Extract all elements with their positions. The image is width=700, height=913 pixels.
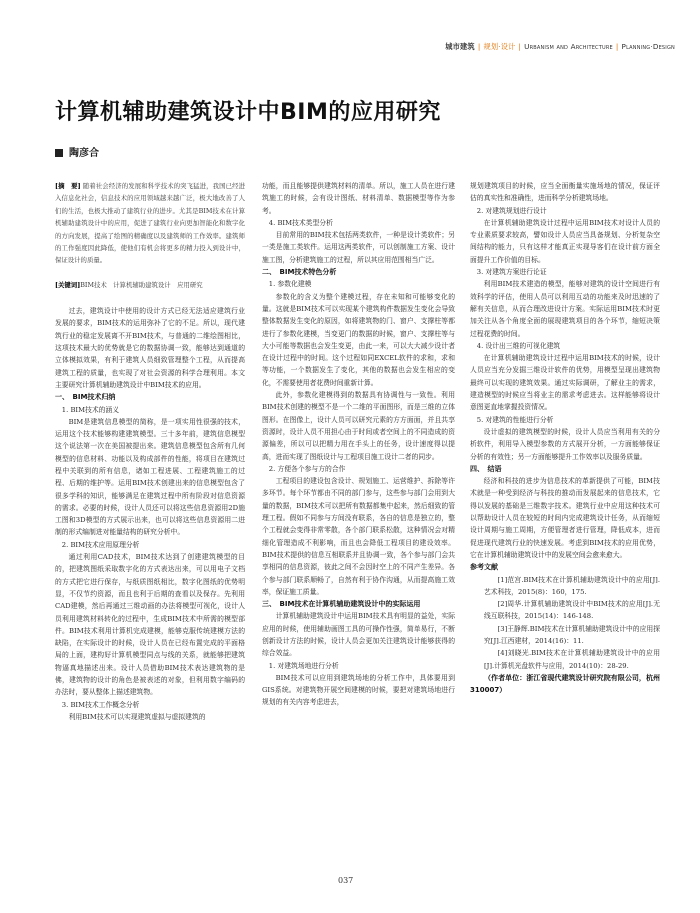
header-section-en2: Planning·Design bbox=[621, 42, 675, 51]
subsection-heading: 5. 对建筑的性能进行分析 bbox=[476, 415, 554, 424]
body-paragraph: 参数化的含义为整个建模过程，存在未知和可能够变化的量。这就是BIM技术可以实现某个建筑构件数据发生变化会导致整体数据发生变化的原因，如将建筑物的门、窗户、支撑柱等都进行了参数化建模，当变更门的数据的时候，窗户、支撑柱等与大小可能等数据也会发生变更，由此一来，可以大大减少设计者在设计过程中的时间。这个过程如同EXCEL软件的求和，求和等功能，一个数据发生了变化，其他的数据也会发生相应的变化，不需要使用者花费时间重新计算。 bbox=[262, 292, 455, 387]
abstract-tag: [摘 要] bbox=[55, 182, 81, 190]
reference-item: [2]周华.计算机辅助建筑设计中BIM技术的应用[J].无线互联科技，2015(14)：146-148. bbox=[484, 600, 660, 621]
column-1-body bbox=[55, 305, 245, 723]
keywords bbox=[55, 279, 245, 291]
subsection-heading: 4. 设计出三维的可视化建筑 bbox=[476, 341, 561, 350]
body-paragraph: 通过利用CAD技术，BIM技术达到了创建建筑模型的目的，把建筑图纸采取数字化的方式表达出来，可以用电子文档的方式把它进行保存，与纸质图纸相比，数字化图纸的优势明显，不仅节约资源，而且也利于后期的查看以及保存。先利用CAD建模，然后再通过三维动画的办法将模型可视化，设计人员利用建筑材料转化的过程中，生成BIM技术中所需的模型部件。BIM技术利用计算机完成建模，能够克服传统建模方法的缺陷，在实际设计的时候，设计人员在已经布置完成的平面格局的上面，建构好计算机模型同点与线的关系，就能够把建筑物逼真地描述出来。设计人员借助BIM技术表达建筑物的是佛，建筑物的设计的角色是被表述的对象，但利用数字编码的办法时，要从整体上描述建筑物。 bbox=[55, 553, 245, 697]
column-3 bbox=[470, 180, 660, 696]
section-heading: 参考文献 bbox=[470, 563, 498, 572]
subsection-heading: 3. BIM技术工作概念分析 bbox=[61, 700, 140, 709]
subsection-heading: 1. 参数化建模 bbox=[268, 280, 312, 289]
body-paragraph: 设计虚拟的建筑模型的时候，设计人员应当利用有关的分析软件，利用导入模型参数的方式展开分析，一方面能够保证分析的有效性；另一方面能够提升工作效率以及服务质量。 bbox=[470, 427, 660, 461]
body-paragraph: 过去，建筑设计中使用的设计方式已经无法适应建筑行业发展的要求，BIM技术的运用弥补了它的不足。所以，现代建筑行业的稳定发展离不开BIM技术，与普通的二维绘图相比，这项技术最大的优势就是它的数据协调一致，能够达到通道的立体模拟效果，有利于建筑人员细致管理整个工程，从而提高建筑工程的质量，也实现了对社会资源的科学合理利用。本文主要研究计算机辅助建筑设计中BIM技术的应用。 bbox=[55, 307, 245, 389]
header-separator: | bbox=[615, 42, 619, 51]
body-paragraph: 规划建筑项目的时候，应当全面衡量实施场地的情况，保证评估的真实性和准确性，进而科学分析建筑场地。 bbox=[470, 182, 660, 203]
reference-item: [1]范宫.BIM技术在计算机辅助建筑设计中的应用[J].艺术科技，2015(8)：160，175. bbox=[484, 575, 660, 596]
header-section-sub: 规划·设计 bbox=[483, 42, 516, 51]
section-heading: 四、 结语 bbox=[470, 464, 502, 473]
body-paragraph: 功能，而且能够提供建筑材料的清单。所以，施工人员在进行建筑施工的时候，会有设计图纸、材料清单、数据模型等作为参考。 bbox=[262, 182, 455, 215]
subsection-heading: 4. BIM技术类型分析 bbox=[268, 218, 333, 227]
reference-item: [4]刘晓光.BIM技术在计算机辅助建筑设计中的应用[J].计算机光盘软件与应用，2014(10)：28-29. bbox=[484, 649, 660, 670]
reference-item: [3]王静辉.BIM技术在计算机辅助建筑设计中的应用探究[J].江西建材，2014(16)：11. bbox=[484, 624, 660, 645]
author-square-icon bbox=[55, 149, 63, 157]
body-paragraph: BIM是建筑信息模型的简称，是一项实用性很强的技术，运用这个技术能够构建建筑模型。三十多年前，建筑信息模型这个说法第一次在美国被提出来。建筑信息模型包含所有几何模型的信息材料、功能以及构成部件的性能，将项目在建筑过程中关联到的所有信息，诸如工程进展、工程建筑施工的过程、后期的维护等。运用BIM技术创建出来的信息模型包含了很多学科的知识，能够满足在建筑过程中所有阶段对信息资源的需求。必要的时候，设计人员还可以将这些信息资源用2D施工图和3D模型的方式展示出来，也可以将这些信息资源用二进制的形式编制进对能量结构的研究分析中。 bbox=[55, 417, 245, 537]
header-section-cn: 城市建筑 bbox=[445, 42, 475, 51]
body-paragraph: 计算机辅助建筑设计中运用BIM技术具有明显的益处，实际应用的时候，使用辅助画图工具的可操作性强，简单易行，不断创新设计方法的时候，设计人员会更加关注建筑设计能够获得的综合效益。 bbox=[262, 612, 455, 658]
keywords-text: BIM技术 计算机辅助建筑设计 应用研究 bbox=[80, 280, 203, 289]
body-paragraph: 目前常用的BIM技术包括两类软件，一种是设计类软件；另一类是施工类软件。运用这两类软件，可以创制施工方案、设计施工图，分析建筑施工的过程，所以其应用范围相当广泛。 bbox=[262, 231, 455, 264]
abstract-text: 随着社会经济的发展和科学技术的突飞猛进，我国已经进入信息化社会，信息技术的应用领域越来越广泛，极大地改善了人们的生活，也极大推动了建筑行业的进步。尤其是BIM技术在计算机辅助建筑设计中的应用，促进了建筑行业向更加智能化和数字化的方向发展，提高了绘图的精确度以及建筑师的工作效率。建筑师的工作强度因此降低，使他们有机会将更多的精力投入到设计中，保证设计的质量。 bbox=[55, 182, 245, 265]
author-name: 陶彦合 bbox=[69, 148, 99, 159]
column-1 bbox=[55, 180, 245, 723]
column-2 bbox=[262, 180, 455, 709]
body-paragraph: 在计算机辅助建筑设计过程中运用BIM技术的时候，设计人员应当充分发掘三维设计软件的优势，用模型呈现出建筑物最终可以实现的建筑效果。通过实际调研，了解业主的需求，建造模型的时候应当将业主的需求考虑进去。这样能够将设计意图更直地掌握投资情况。 bbox=[470, 354, 660, 412]
subsection-heading: 2. 方便各个参与方的合作 bbox=[268, 464, 346, 473]
header-section-en: Urbanism and Architecture bbox=[524, 42, 613, 51]
body-paragraph: 在计算机辅助建筑设计过程中运用BIM技术对设计人员的专业素质要求较高，譬如设计人员应当具备规划、分析复杂空间结构的能力，只有这样才能真正实现导客们在设计前方面全面提升工作价值的目标。 bbox=[470, 218, 660, 264]
subsection-heading: 2. BIM技术应用原理分析 bbox=[61, 540, 140, 549]
section-heading: 二、 BIM技术特色分析 bbox=[262, 268, 337, 277]
spacer bbox=[55, 291, 245, 305]
body-paragraph: 工程项目的建设包含设计、规划施工、运营维护、拆除等许多环节。每个环节都由不同的部门参与，这些参与部门会用到大量的数据，BIM技术可以把所有数据都集中起来，然后细致的管理工程。假如不同参与方间没有联系，各自的信息是独立的，整个工程就会变得非常零散，各个部门联系松散，这种情况会对精细化管理造成不利影响，而且也会降低工程项目的建设效率。BIM技术提供的信息互相联系并且协调一致，各个参与部门会共享相同的信息资源，彼此之间不会因时空上的不同产生差异。各个参与部门联系顺畅了，自然有利于协作沟通，从而提高施工效率，保证施工质量。 bbox=[262, 477, 455, 596]
author-affiliation: （作者单位：浙江省现代建筑设计研究院有限公司，杭州 310007） bbox=[470, 673, 660, 695]
article-title: 计算机辅助建筑设计中BIM的应用研究 bbox=[55, 100, 441, 125]
subsection-heading: 1. 对建筑场地进行分析 bbox=[268, 661, 339, 670]
subsection-heading: 3. 对建筑方案进行论证 bbox=[476, 268, 547, 277]
subsection-heading: 2. 对建筑规划进行设计 bbox=[476, 206, 547, 215]
section-heading: 三、 BIM技术在计算机辅助建筑设计中的实际运用 bbox=[262, 600, 421, 609]
column-3-body bbox=[470, 180, 660, 696]
header-separator: | bbox=[477, 42, 481, 51]
author-line bbox=[55, 144, 99, 159]
body-paragraph: 利用BIM技术建造的模型，能够对建筑的设计空间进行有效科学的评估，使用人员可以利用互动的功能来及时迅速的了解有关信息，从而合理改进设计方案。实际运用BIM技术时更加关注从各个角度全面的展现建筑项目的各个环节，缩短决策过程花费的时间。 bbox=[470, 280, 660, 338]
subsection-heading: 1. BIM技术的涵义 bbox=[61, 405, 120, 414]
keywords-tag: [关键词] bbox=[55, 280, 81, 289]
running-header bbox=[330, 42, 675, 54]
body-paragraph: 利用BIM技术可以实现建筑虚拟与虚拟建筑的 bbox=[68, 712, 206, 721]
page-number: 037 bbox=[338, 876, 354, 885]
header-separator: | bbox=[518, 42, 522, 51]
abstract bbox=[55, 180, 245, 267]
section-heading: 一、 BIM技术归纳 bbox=[55, 393, 116, 402]
body-paragraph: 经济和科技的进步为信息技术的革新提供了可能，BIM技术就是一种受到经济与科技的推动而发展起来的信息技术，它得以发展的基础是三维数字技术。建筑行业中应用这种技术可以帮助设计人员在较短的时间内完成建筑设计任务，从而缩短设计周期与施工周期，方便管理者进行管理，降低成本，进而促进现代建筑行业的快速发展。考虑到BIM技术的应用优势，它在计算机辅助建筑设计中的发展空间会愈来愈大。 bbox=[470, 477, 660, 559]
body-paragraph: BIM技术可以应用到建筑场地的分析工作中，具体要用到GIS系统。对建筑物开展空间建模的时候，要把对建筑场地进行规划的有关内容考虑进去， bbox=[262, 673, 455, 707]
column-2-body bbox=[262, 180, 455, 709]
body-paragraph: 此外，参数化建模得到的数据具有协调性与一致性。利用BIM技术创建的模型不是一个二维的平面图形，而是三维的立体图形。在图像上，设计人员可以研究元素的方方面面，并且共享资源时，设计人员不用担心由于时间或者空间上的不同造成的资源偏差，所以可以把精力用在手头上的任务，设计速度得以提高，进而实现了图纸设计与工程项目施工设计二者的同步。 bbox=[262, 391, 455, 461]
